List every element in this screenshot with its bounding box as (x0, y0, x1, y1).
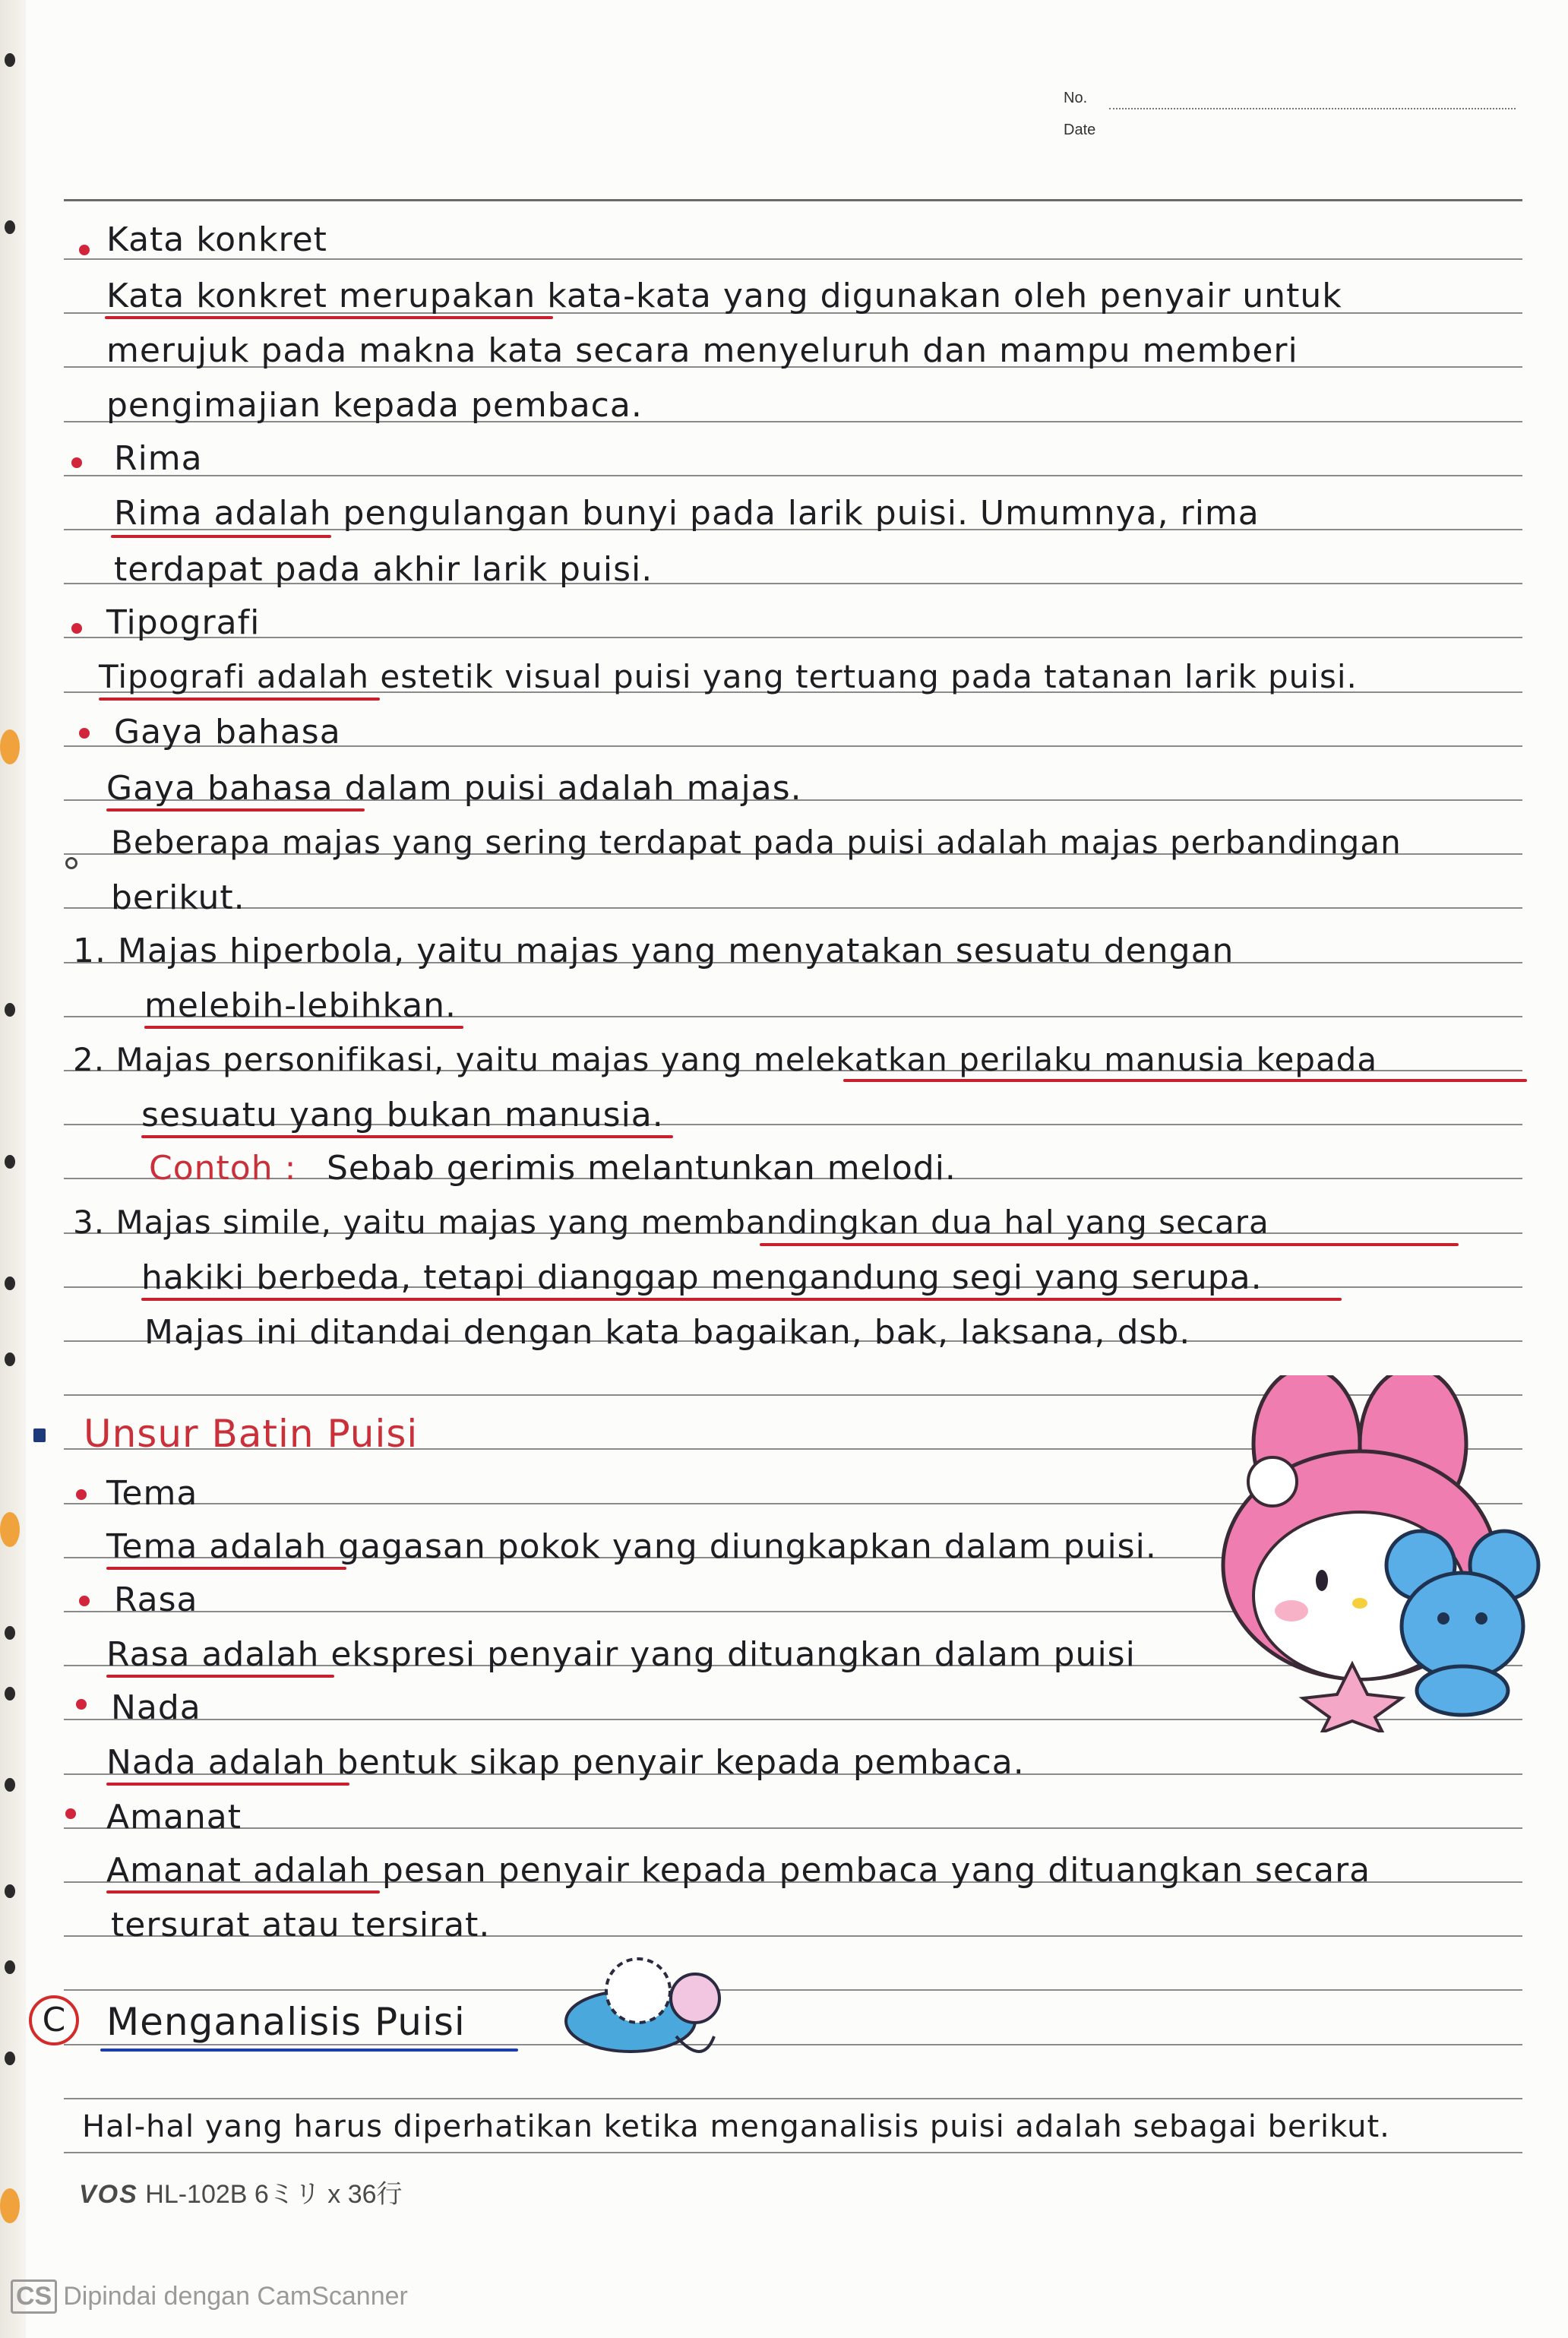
text-line: melebih-lebihkan. (144, 986, 457, 1025)
text-line: pengimajian kepada pembaca. (106, 386, 643, 425)
text-line: Rasa adalah ekspresi penyair yang dituangkan dalam puisi (106, 1635, 1136, 1674)
topic-gaya-bahasa: Gaya bahasa (114, 713, 341, 751)
text-line: tersurat atau tersirat. (111, 1906, 491, 1944)
text-line: Nada adalah bentuk sikap penyair kepada pembaca. (106, 1743, 1025, 1782)
bullet-dot (79, 1596, 90, 1606)
text-line: Tema adalah gagasan pokok yang diungkapkan dalam puisi. (106, 1527, 1157, 1566)
text-line: berikut. (111, 878, 245, 917)
text-line: terdapat pada akhir larik puisi. (114, 550, 653, 589)
ruled-line (64, 2098, 1522, 2099)
binding-hole (5, 1778, 15, 1792)
binding-hole (0, 2188, 20, 2223)
binding-hole (5, 220, 15, 234)
bullet-dot (79, 245, 90, 255)
binding-hole (5, 1155, 15, 1169)
binding-hole (5, 1884, 15, 1898)
underline-red (144, 1026, 463, 1029)
underline-red (105, 316, 553, 319)
text-line: Gaya bahasa dalam puisi adalah majas. (106, 769, 802, 808)
underline-red (106, 1675, 334, 1678)
text-line: Majas ini ditandai dengan kata bagaikan, bak, laksana, dsb. (144, 1313, 1191, 1352)
sleeping-character-sticker (562, 1945, 729, 2074)
section-letter-c: C (29, 1995, 79, 2045)
text-line: sesuatu yang bukan manusia. (141, 1096, 664, 1134)
underline-red (106, 1890, 380, 1893)
ruled-line (64, 637, 1522, 638)
text-line: Beberapa majas yang sering terdapat pada puisi adalah majas perbandingan (111, 824, 1402, 861)
ruled-line (64, 907, 1522, 909)
header-rule (64, 199, 1522, 201)
footer-model: HL-102B 6ミリ x 36行 (145, 2180, 403, 2209)
binding-hole (0, 1512, 20, 1547)
underline-red (106, 1783, 349, 1786)
topic-tema: Tema (106, 1474, 198, 1513)
binding-hole (5, 1687, 15, 1701)
text-line: hakiki berbeda, tetapi dianggap mengandung segi yang serupa. (141, 1258, 1263, 1297)
underline-blue (100, 2049, 518, 2052)
binding-hole (5, 1352, 15, 1366)
bullet-dot (79, 728, 90, 739)
section-title-unsur-batin: Unsur Batin Puisi (84, 1412, 419, 1456)
blue-mouse-sticker (1383, 1520, 1542, 1717)
text-line: merujuk pada makna kata secara menyeluruh dan mampu memberi (106, 331, 1298, 370)
notebook-footer (79, 2173, 403, 2210)
text-line: Amanat adalah pesan penyair kepada pembaca yang dituangkan secara (106, 1851, 1371, 1890)
topic-tipografi: Tipografi (106, 603, 261, 642)
underline-red (111, 535, 331, 538)
underline-red (760, 1243, 1459, 1246)
underline-red (106, 1567, 346, 1570)
ruled-line (64, 1989, 1522, 1991)
ruled-line (64, 2152, 1522, 2153)
header-no-line (1109, 108, 1516, 109)
binding-hole (5, 53, 15, 67)
example-text: Sebab gerimis melantunkan melodi. (327, 1149, 956, 1188)
underline-red (106, 808, 365, 811)
underline-red (99, 698, 380, 701)
header-no-label: No. (1064, 90, 1088, 106)
topic-rasa: Rasa (114, 1580, 198, 1619)
underline-red (141, 1135, 673, 1138)
binding-hole (5, 1003, 15, 1017)
bullet-dot (65, 1808, 76, 1819)
binding-hole (5, 1277, 15, 1290)
topic-kata-konkret: Kata konkret (106, 220, 327, 259)
bullet-dot (76, 1699, 87, 1710)
underline-red (843, 1079, 1527, 1082)
section-title-menganalisis: Menganalisis Puisi (106, 2000, 466, 2044)
text-line: Kata konkret merupakan kata-kata yang digunakan oleh penyair untuk (106, 277, 1342, 315)
scanner-text: Dipindai dengan CamScanner (63, 2282, 408, 2311)
bullet-dot (71, 623, 82, 634)
bullet-square (33, 1428, 46, 1442)
bullet-circle (65, 857, 77, 869)
bullet-dot (71, 457, 82, 468)
topic-amanat: Amanat (106, 1798, 242, 1837)
header-date-label: Date (1064, 122, 1096, 138)
ruled-line (64, 1827, 1522, 1829)
notebook-binding (0, 0, 26, 2338)
camscanner-logo: CS (11, 2279, 57, 2314)
text-line: Hal-hal yang harus diperhatikan ketika menganalisis puisi adalah sebagai berikut. (82, 2109, 1390, 2144)
list-item-hiperbola: 1. Majas hiperbola, yaitu majas yang menyatakan sesuatu dengan (73, 932, 1234, 970)
binding-hole (5, 1960, 15, 1974)
binding-hole (0, 729, 20, 764)
list-item-simile: 3. Majas simile, yaitu majas yang membandingkan dua hal yang secara (73, 1204, 1269, 1241)
example-label: Contoh : (149, 1149, 297, 1188)
text-line: Tipografi adalah estetik visual puisi yang tertuang pada tatanan larik puisi. (99, 658, 1358, 695)
topic-nada: Nada (111, 1688, 201, 1727)
text-line: Rima adalah pengulangan bunyi pada larik puisi. Umumnya, rima (114, 494, 1260, 533)
bullet-dot (76, 1489, 87, 1500)
binding-hole (5, 1626, 15, 1640)
footer-brand: VOS (79, 2180, 138, 2209)
topic-rima: Rima (114, 439, 203, 478)
list-item-personifikasi: 2. Majas personifikasi, yaitu majas yang melekatkan perilaku manusia kepada (73, 1041, 1378, 1078)
binding-hole (5, 2052, 15, 2065)
underline-red (141, 1298, 1342, 1301)
ruled-line (64, 475, 1522, 476)
scanner-watermark (11, 2279, 408, 2314)
